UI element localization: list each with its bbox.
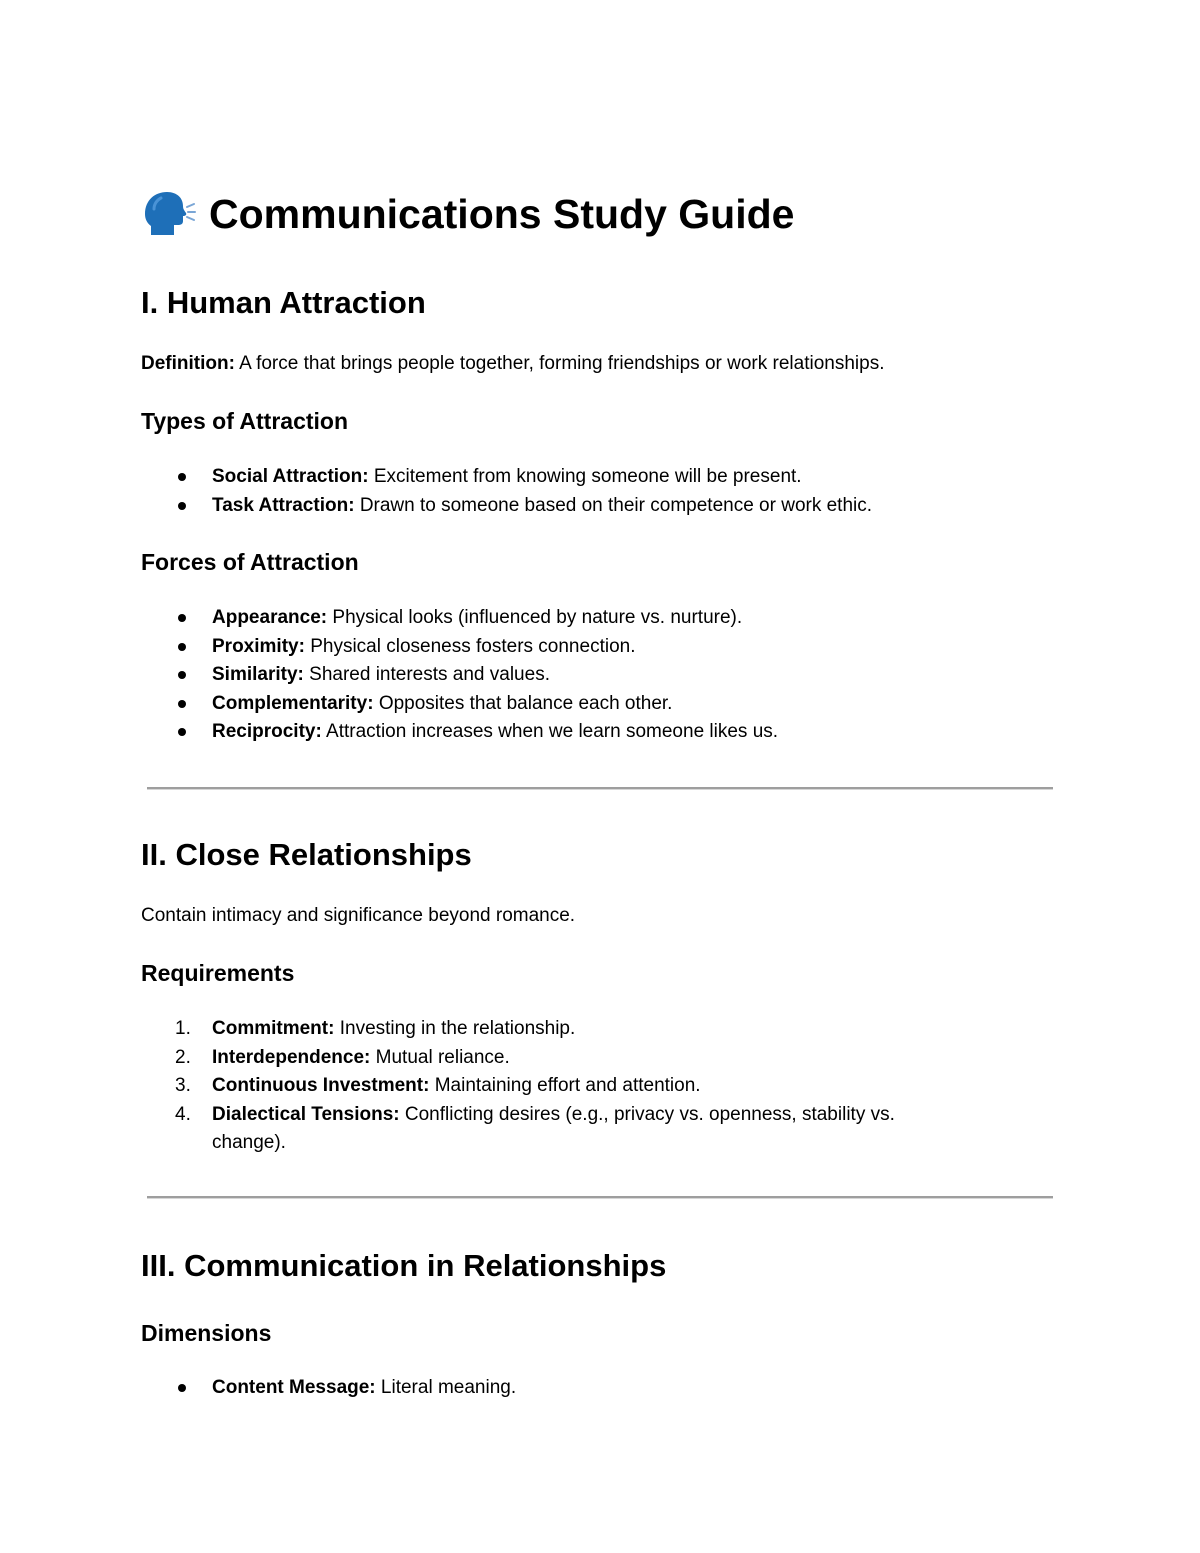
list-item-text: Conflicting desires (e.g., privacy vs. openness, stability vs. [404,1103,895,1125]
section-heading-communication-in-relationships: III. Communication in Relationships [141,1248,667,1283]
list-item-term: Social Attraction: [212,466,369,487]
list-number: 2. [175,1046,191,1068]
list-item-term: Interdependence: [212,1046,371,1068]
list-item [141,690,778,719]
list-item [141,1101,895,1158]
bullet-icon [178,614,186,622]
list-item [141,718,778,747]
list-number: 3. [175,1075,191,1096]
subheading-dimensions: Dimensions [141,1320,272,1346]
subheading-types-of-attraction: Types of Attraction [141,408,349,434]
list-item-text: Literal meaning. [380,1377,517,1398]
list-item-text: Opposites that balance each other. [378,692,673,714]
list-item-term: Similarity: [212,664,304,685]
horizontal-divider [147,787,1053,790]
definition-paragraph [141,351,884,377]
list-item-text: Excitement from knowing someone will be present. [373,466,802,487]
list-item-text: Physical closeness fosters connection. [310,635,636,657]
definition-text: A force that brings people together, forming friendships or work relationships. [239,353,885,374]
definition-label: Definition: [141,353,235,374]
subheading-forces-of-attraction: Forces of Attraction [141,549,359,575]
list-item [141,1374,516,1403]
list-item [141,463,872,492]
list-item-term: Proximity: [212,635,305,657]
page-title [141,188,794,240]
list-item [141,1072,895,1101]
title-text: Communications Study Guide [209,191,795,237]
bullet-icon [178,700,186,708]
bullet-icon [178,1384,186,1392]
section-heading-close-relationships: II. Close Relationships [141,837,472,872]
list-item-text: Physical looks (influenced by nature vs. nurture). [332,607,743,628]
list-item [141,1015,895,1044]
types-list [141,463,872,520]
list-item-text: Drawn to someone based on their competence or work ethic. [359,494,873,516]
requirements-list [141,1015,895,1158]
bullet-icon [178,671,186,679]
subheading-requirements: Requirements [141,960,295,986]
bullet-icon [178,473,186,481]
list-item-text: Investing in the relationship. [339,1018,576,1039]
bullet-icon [178,502,186,510]
list-item-text: Attraction increases when we learn someone likes us. [326,721,779,742]
list-number: 4. [175,1103,191,1125]
list-item-text-continued: change). [212,1132,286,1153]
list-item-term: Complementarity: [212,692,374,714]
list-item-term: Content Message: [212,1377,376,1398]
list-item-term: Appearance: [212,607,328,628]
bullet-icon [178,643,186,651]
list-item [141,604,778,633]
section-heading-human-attraction: I. Human Attraction [141,285,426,320]
forces-list [141,604,778,747]
list-item-term: Reciprocity: [212,721,322,742]
list-item-text: Mutual reliance. [375,1046,510,1068]
list-item-text: Shared interests and values. [309,664,550,685]
dimensions-list [141,1374,516,1403]
list-item [141,661,778,690]
list-item-term: Continuous Investment: [212,1075,430,1096]
speaking-head-icon [141,188,197,240]
list-item-term: Task Attraction: [212,494,355,516]
close-relationships-intro: Contain intimacy and significance beyond romance. [141,905,576,926]
list-item [141,492,872,521]
list-item-text: Maintaining effort and attention. [434,1075,701,1096]
list-item-term: Dialectical Tensions: [212,1103,400,1125]
list-number: 1. [175,1018,191,1039]
horizontal-divider [147,1196,1053,1199]
list-item [141,633,778,662]
list-item [141,1044,895,1073]
list-item-term: Commitment: [212,1018,335,1039]
bullet-icon [178,728,186,736]
